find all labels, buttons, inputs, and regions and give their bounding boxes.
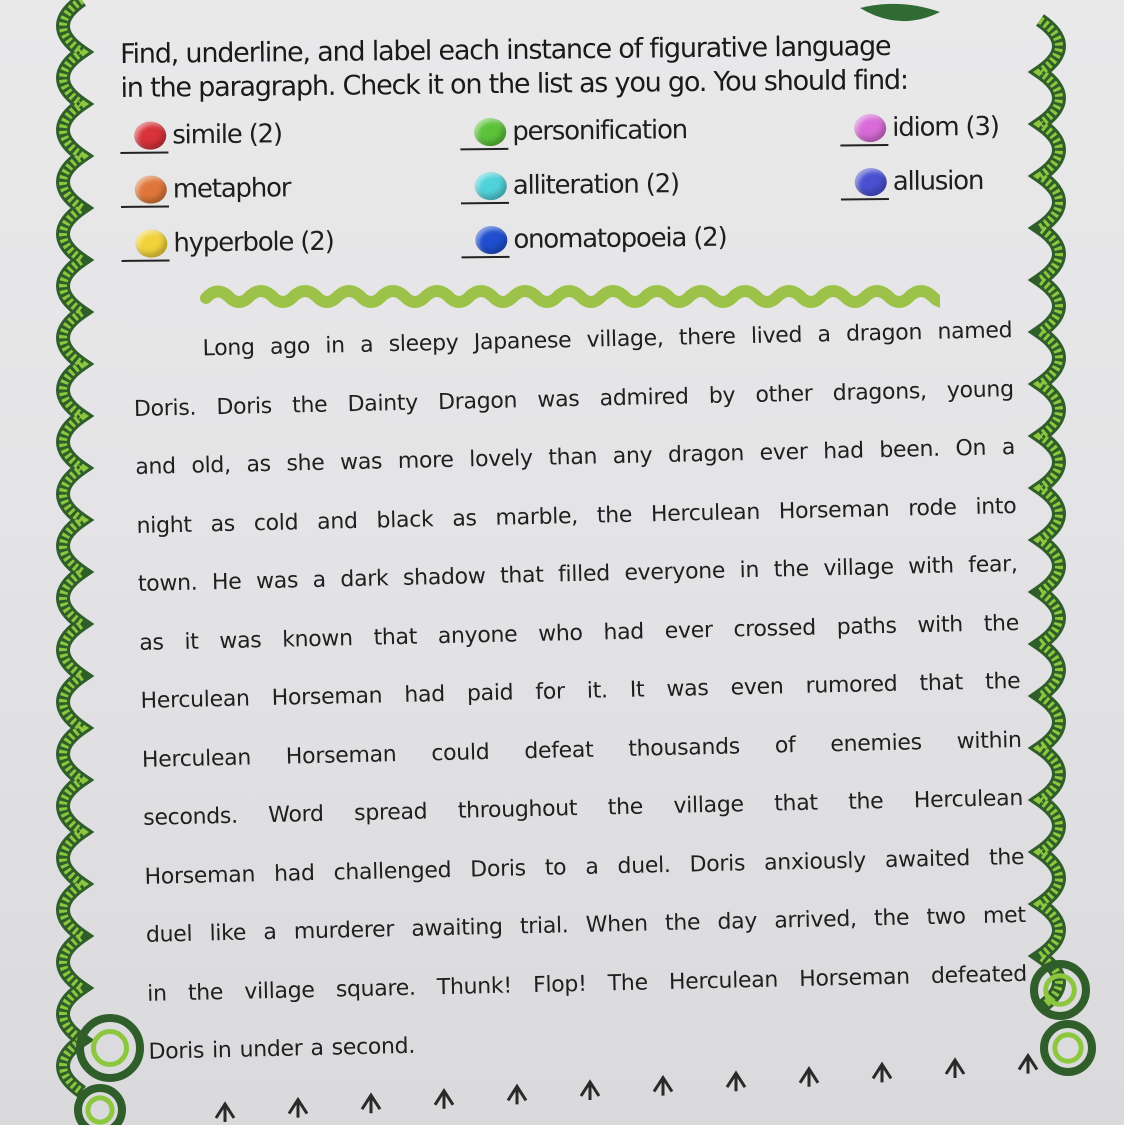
passage-line: Long ago in a sleepy Japanese village, there lived a dragon named <box>202 318 1013 362</box>
arrow-mark-icon <box>654 1078 672 1096</box>
passage-line: Doris. Doris the Dainty Dragon was admired by other dragons, young <box>133 376 1014 422</box>
checklist-label: alliteration (2) <box>512 169 680 201</box>
checklist-label: hyperbole (2) <box>173 226 334 259</box>
green-dot-icon <box>474 118 506 146</box>
arrow-mark-icon <box>727 1073 745 1091</box>
swirl-ornament-icon <box>1044 1024 1092 1072</box>
checklist-label: simile (2) <box>172 119 283 151</box>
passage-line: Horseman had challenged Doris to a duel. Doris anxiously awaited the <box>144 844 1025 890</box>
checklist-label: personification <box>512 115 688 147</box>
arrow-mark-icon <box>362 1095 380 1113</box>
passage-line: seconds. Word spread throughout the village that the Herculean <box>142 785 1024 831</box>
yellow-dot-icon <box>135 230 167 258</box>
checklist-item-onomatopoeia[interactable] <box>461 218 727 261</box>
checkbox-blank[interactable] <box>121 225 169 262</box>
checkbox-blank[interactable] <box>120 117 168 154</box>
swirl-ornament-icon <box>80 1018 140 1078</box>
checklist-item-allusion[interactable] <box>841 161 984 202</box>
checkbox-blank[interactable] <box>461 168 509 205</box>
blue-dot-icon <box>475 226 507 254</box>
swirl-ornament-icon <box>78 1088 122 1125</box>
checklist-label: allusion <box>892 165 984 197</box>
arrow-mark-icon <box>289 1100 307 1118</box>
checkbox-blank[interactable] <box>840 110 888 147</box>
checkbox-blank[interactable] <box>841 164 889 201</box>
passage-line: as it was known that anyone who had ever crossed paths with the <box>138 610 1020 656</box>
arrow-mark-icon <box>216 1104 234 1122</box>
leaf-ornament-icon <box>860 4 940 21</box>
arrow-mark-icon <box>435 1091 453 1109</box>
passage-line: in the village square. Thunk! Flop! The Herculean Horseman defeated <box>146 961 1028 1007</box>
purple-dot-icon <box>855 168 887 196</box>
instructions <box>120 29 1001 106</box>
orange-dot-icon <box>135 176 167 204</box>
checkbox-blank[interactable] <box>460 114 508 151</box>
cyan-dot-icon <box>475 172 507 200</box>
instructions-line-1: Find, underline, and label each instance of figurative language <box>120 30 891 70</box>
checklist-item-personification[interactable] <box>460 110 687 152</box>
arrow-mark-icon <box>581 1082 599 1100</box>
checkbox-blank[interactable] <box>461 222 509 259</box>
checklist-label: metaphor <box>172 173 291 205</box>
checklist-label: onomatopoeia (2) <box>513 222 727 255</box>
red-dot-icon <box>134 122 166 150</box>
wavy-divider-line <box>206 291 940 302</box>
passage-line: night as cold and black as marble, the Herculean Horseman rode into <box>136 493 1017 539</box>
figurative-language-checklist <box>120 103 1022 282</box>
passage-paragraph <box>132 302 1029 1082</box>
swirl-ornament-inner <box>1055 1035 1081 1061</box>
arrow-mark-icon <box>508 1086 526 1104</box>
checklist-item-alliteration[interactable] <box>461 164 680 206</box>
checklist-item-idiom[interactable] <box>840 107 999 149</box>
swirl-ornament-inner <box>94 1032 127 1065</box>
arrow-mark-icon <box>873 1064 891 1082</box>
passage-line: duel like a murderer awaiting trial. When the day arrived, the two met <box>145 902 1026 948</box>
swirl-ornament-inner <box>88 1098 112 1122</box>
checklist-item-hyperbole[interactable] <box>121 222 334 264</box>
checklist-item-metaphor[interactable] <box>121 168 291 210</box>
passage-line: Herculean Horseman could defeat thousands of enemies within <box>141 727 1022 773</box>
checklist-label: idiom (3) <box>892 111 999 143</box>
arrow-mark-icon <box>800 1069 818 1087</box>
pink-dot-icon <box>854 114 886 142</box>
checklist-item-simile[interactable] <box>120 114 282 156</box>
passage-line: town. He was a dark shadow that filled everyone in the village with fear, <box>137 551 1018 597</box>
passage-line: Doris in under a second. <box>148 1033 416 1065</box>
instructions-line-2: in the paragraph. Check it on the list as you go. You should find: <box>120 64 908 104</box>
checkbox-blank[interactable] <box>121 171 169 208</box>
passage-line: Herculean Horseman had paid for it. It was even rumored that the <box>140 668 1021 714</box>
passage-line: and old, as she was more lovely than any dragon ever had been. On a <box>135 435 1016 480</box>
